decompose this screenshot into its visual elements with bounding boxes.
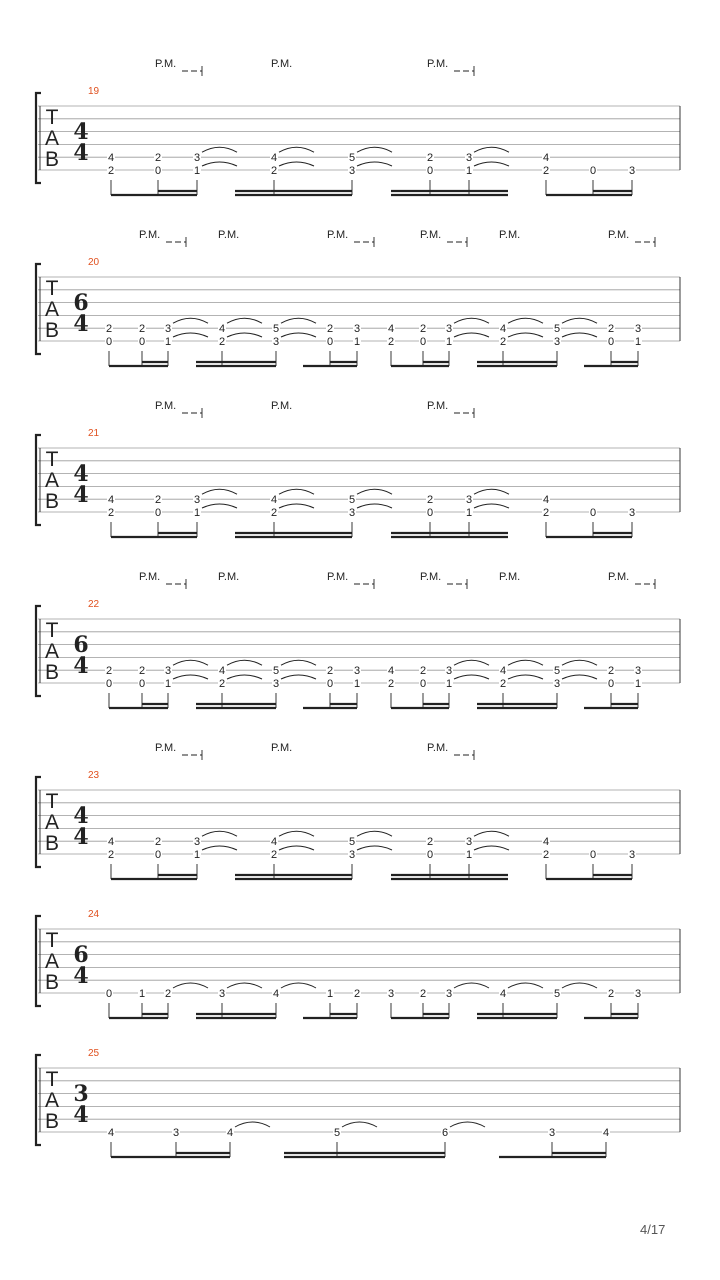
time-signature-bottom: 4 (73, 653, 89, 679)
palm-mute-label: P.M. (608, 229, 630, 241)
palm-mute-label: P.M. (427, 58, 449, 70)
tie-arc (562, 318, 597, 323)
fret-number: 2 (138, 665, 146, 678)
fret-number: 5 (272, 665, 280, 678)
time-signature-top: 4 (73, 119, 89, 145)
time-signature-top: 6 (73, 632, 89, 658)
fret-number: 3 (628, 165, 636, 177)
fret-number: 4 (107, 494, 115, 507)
fret-number: 0 (589, 507, 597, 519)
tab-clef-letter: B (44, 490, 60, 513)
palm-mute-label: P.M. (420, 229, 442, 241)
fret-number: 3 (628, 849, 636, 861)
tie-arc (454, 660, 489, 665)
time-signature-bottom: 4 (73, 824, 89, 850)
fret-number: 2 (270, 849, 278, 861)
tie-arc (342, 1122, 377, 1127)
fret-number: 1 (193, 849, 201, 861)
fret-number: 2 (107, 849, 115, 861)
palm-mute-label: P.M. (499, 229, 521, 241)
fret-number: 1 (193, 507, 201, 519)
fret-number: 5 (553, 988, 561, 1000)
fret-number: 3 (445, 323, 453, 336)
tab-clef-letter: A (44, 811, 60, 834)
fret-number: 2 (107, 165, 115, 177)
fret-number: 2 (542, 849, 550, 861)
fret-number: 5 (348, 494, 356, 507)
tab-clef-letter: A (44, 640, 60, 663)
fret-number: 3 (164, 665, 172, 678)
tab-clef-letter: T (45, 448, 59, 471)
fret-number: 1 (634, 678, 642, 690)
fret-number: 2 (542, 165, 550, 177)
time-signature-top: 4 (73, 461, 89, 487)
tie-arc (227, 333, 262, 337)
fret-number: 5 (553, 323, 561, 336)
palm-mute-label: P.M. (608, 571, 630, 583)
fret-number: 3 (193, 494, 201, 507)
tab-system-22 (36, 571, 680, 708)
tie-arc (173, 675, 208, 679)
tie-arc (227, 318, 262, 323)
fret-number: 0 (138, 336, 146, 348)
tie-arc (202, 846, 237, 850)
tie-arc (474, 846, 509, 850)
tie-arc (279, 831, 314, 836)
tie-arc (279, 147, 314, 152)
fret-number: 2 (154, 152, 162, 165)
palm-mute-label: P.M. (139, 571, 161, 583)
fret-number: 2 (542, 507, 550, 519)
palm-mute-label: P.M. (271, 742, 293, 754)
fret-number: 1 (353, 678, 361, 690)
fret-number: 1 (353, 336, 361, 348)
fret-number: 3 (353, 665, 361, 678)
fret-number: 3 (465, 152, 473, 165)
fret-number: 5 (272, 323, 280, 336)
tie-arc (281, 660, 316, 665)
tie-arc (508, 675, 543, 679)
tie-arc (357, 846, 392, 850)
tab-system-21 (36, 400, 680, 537)
fret-number: 2 (499, 336, 507, 348)
tie-arc (508, 333, 543, 337)
tie-arc (202, 489, 237, 494)
tie-arc (357, 162, 392, 166)
fret-number: 4 (499, 323, 507, 336)
time-signature-bottom: 4 (73, 482, 89, 508)
fret-number: 0 (138, 678, 146, 690)
fret-number: 4 (270, 152, 278, 165)
measure-number: 23 (88, 770, 100, 781)
measure-number: 25 (88, 1048, 100, 1059)
fret-number: 3 (348, 507, 356, 519)
palm-mute-label: P.M. (420, 571, 442, 583)
tab-clef-letter: B (44, 661, 60, 684)
fret-number: 2 (419, 988, 427, 1000)
fret-number: 2 (270, 165, 278, 177)
fret-number: 4 (218, 323, 226, 336)
fret-number: 0 (105, 988, 113, 1000)
fret-number: 3 (348, 849, 356, 861)
measure-number: 20 (88, 257, 100, 268)
tie-arc (202, 147, 237, 152)
fret-number: 1 (164, 336, 172, 348)
fret-number: 0 (105, 336, 113, 348)
fret-number: 0 (607, 336, 615, 348)
fret-number: 5 (348, 836, 356, 849)
tie-arc (202, 504, 237, 508)
tie-arc (562, 983, 597, 988)
fret-number: 1 (138, 988, 146, 1000)
fret-number: 2 (419, 665, 427, 678)
tab-clef-letter: A (44, 127, 60, 150)
tab-clef-letter: T (45, 106, 59, 129)
fret-number: 3 (218, 988, 226, 1000)
tie-arc (279, 489, 314, 494)
fret-number: 4 (542, 494, 550, 507)
tie-arc (474, 489, 509, 494)
tie-arc (279, 504, 314, 508)
fret-number: 3 (172, 1127, 180, 1139)
fret-number: 0 (589, 165, 597, 177)
tab-system-20 (36, 229, 680, 366)
palm-mute-label: P.M. (271, 400, 293, 412)
measure-number: 21 (88, 428, 100, 439)
tie-arc (474, 831, 509, 836)
tie-arc (454, 333, 489, 337)
fret-number: 4 (226, 1127, 234, 1139)
tie-arc (227, 660, 262, 665)
fret-number: 0 (426, 849, 434, 861)
fret-number: 3 (387, 988, 395, 1000)
tab-system-25 (36, 1048, 680, 1157)
fret-number: 2 (353, 988, 361, 1000)
time-signature-bottom: 4 (73, 140, 89, 166)
fret-number: 2 (387, 678, 395, 690)
tie-arc (227, 675, 262, 679)
palm-mute-label: P.M. (155, 742, 177, 754)
fret-number: 2 (154, 836, 162, 849)
tab-clef-letter: B (44, 319, 60, 342)
tab-clef-letter: A (44, 298, 60, 321)
fret-number: 2 (607, 988, 615, 1000)
fret-number: 6 (441, 1127, 449, 1139)
tab-clef-letter: B (44, 832, 60, 855)
tie-arc (357, 831, 392, 836)
palm-mute-label: P.M. (218, 229, 240, 241)
fret-number: 3 (272, 336, 280, 348)
fret-number: 0 (154, 507, 162, 519)
fret-number: 2 (326, 665, 334, 678)
fret-number: 0 (589, 849, 597, 861)
tab-system-23 (36, 742, 680, 879)
fret-number: 1 (164, 678, 172, 690)
tab-clef-letter: A (44, 469, 60, 492)
fret-number: 4 (542, 152, 550, 165)
tab-clef-letter: T (45, 277, 59, 300)
fret-number: 0 (419, 678, 427, 690)
fret-number: 3 (164, 323, 172, 336)
fret-number: 3 (193, 152, 201, 165)
tab-clef-letter: A (44, 1089, 60, 1112)
time-signature-bottom: 4 (73, 963, 89, 989)
fret-number: 4 (602, 1127, 610, 1139)
tie-arc (508, 318, 543, 323)
tab-system-19 (36, 58, 680, 195)
palm-mute-label: P.M. (327, 229, 349, 241)
tie-arc (173, 318, 208, 323)
tie-arc (279, 162, 314, 166)
fret-number: 3 (628, 507, 636, 519)
tie-arc (173, 983, 208, 988)
palm-mute-label: P.M. (499, 571, 521, 583)
tie-arc (454, 318, 489, 323)
fret-number: 3 (445, 665, 453, 678)
fret-number: 2 (270, 507, 278, 519)
palm-mute-label: P.M. (271, 58, 293, 70)
fret-number: 3 (465, 494, 473, 507)
tab-clef-letter: T (45, 929, 59, 952)
palm-mute-label: P.M. (155, 400, 177, 412)
fret-number: 0 (426, 507, 434, 519)
tie-arc (227, 983, 262, 988)
palm-mute-label: P.M. (139, 229, 161, 241)
tie-arc (357, 147, 392, 152)
page-number: 4/17 (640, 1222, 666, 1237)
tie-arc (281, 983, 316, 988)
measure-number: 22 (88, 599, 100, 610)
fret-number: 1 (445, 336, 453, 348)
fret-number: 1 (465, 165, 473, 177)
tie-arc (173, 660, 208, 665)
fret-number: 2 (154, 494, 162, 507)
fret-number: 4 (499, 988, 507, 1000)
tab-clef-letter: B (44, 148, 60, 171)
fret-number: 3 (353, 323, 361, 336)
fret-number: 2 (607, 323, 615, 336)
fret-number: 4 (387, 665, 395, 678)
tie-arc (281, 333, 316, 337)
fret-number: 2 (218, 336, 226, 348)
fret-number: 0 (154, 849, 162, 861)
time-signature-top: 4 (73, 803, 89, 829)
palm-mute-label: P.M. (427, 742, 449, 754)
fret-number: 2 (499, 678, 507, 690)
fret-number: 3 (348, 165, 356, 177)
tie-arc (235, 1122, 270, 1127)
fret-number: 4 (107, 1127, 115, 1139)
fret-number: 1 (465, 849, 473, 861)
measure-number: 19 (88, 86, 100, 97)
fret-number: 1 (193, 165, 201, 177)
time-signature-bottom: 4 (73, 311, 89, 337)
fret-number: 3 (634, 665, 642, 678)
fret-number: 4 (107, 836, 115, 849)
tab-clef-letter: T (45, 1068, 59, 1091)
fret-number: 5 (553, 665, 561, 678)
tie-arc (281, 318, 316, 323)
fret-number: 5 (348, 152, 356, 165)
fret-number: 1 (445, 678, 453, 690)
fret-number: 2 (387, 336, 395, 348)
tie-arc (562, 660, 597, 665)
tie-arc (508, 660, 543, 665)
fret-number: 1 (326, 988, 334, 1000)
tab-clef-letter: T (45, 619, 59, 642)
fret-number: 3 (553, 678, 561, 690)
fret-number: 3 (634, 323, 642, 336)
tie-arc (474, 147, 509, 152)
palm-mute-label: P.M. (218, 571, 240, 583)
fret-number: 2 (607, 665, 615, 678)
tab-clef-letter: B (44, 971, 60, 994)
fret-number: 4 (107, 152, 115, 165)
fret-number: 2 (419, 323, 427, 336)
fret-number: 2 (426, 152, 434, 165)
fret-number: 0 (426, 165, 434, 177)
tie-arc (357, 504, 392, 508)
tie-arc (474, 504, 509, 508)
fret-number: 4 (542, 836, 550, 849)
fret-number: 2 (326, 323, 334, 336)
fret-number: 4 (272, 988, 280, 1000)
fret-number: 0 (154, 165, 162, 177)
tie-arc (454, 983, 489, 988)
fret-number: 2 (138, 323, 146, 336)
time-signature-top: 6 (73, 942, 89, 968)
tab-clef-letter: A (44, 950, 60, 973)
fret-number: 3 (634, 988, 642, 1000)
fret-number: 2 (105, 665, 113, 678)
fret-number: 5 (333, 1127, 341, 1139)
time-signature-bottom: 4 (73, 1102, 89, 1128)
fret-number: 3 (465, 836, 473, 849)
fret-number: 4 (218, 665, 226, 678)
fret-number: 2 (164, 988, 172, 1000)
tie-arc (281, 675, 316, 679)
fret-number: 1 (465, 507, 473, 519)
palm-mute-label: P.M. (327, 571, 349, 583)
fret-number: 1 (634, 336, 642, 348)
fret-number: 2 (105, 323, 113, 336)
time-signature-top: 3 (73, 1081, 89, 1107)
tie-arc (508, 983, 543, 988)
fret-number: 3 (553, 336, 561, 348)
tab-clef-letter: B (44, 1110, 60, 1133)
tie-arc (173, 333, 208, 337)
fret-number: 4 (499, 665, 507, 678)
palm-mute-label: P.M. (427, 400, 449, 412)
tie-arc (357, 489, 392, 494)
fret-number: 2 (218, 678, 226, 690)
tie-arc (279, 846, 314, 850)
tie-arc (562, 333, 597, 337)
palm-mute-label: P.M. (155, 58, 177, 70)
tab-system-24 (36, 909, 680, 1018)
fret-number: 0 (105, 678, 113, 690)
fret-number: 3 (445, 988, 453, 1000)
fret-number: 4 (270, 494, 278, 507)
tie-arc (202, 831, 237, 836)
tie-arc (474, 162, 509, 166)
fret-number: 3 (272, 678, 280, 690)
fret-number: 0 (419, 336, 427, 348)
tie-arc (562, 675, 597, 679)
measure-number: 24 (88, 909, 100, 920)
fret-number: 0 (607, 678, 615, 690)
fret-number: 4 (270, 836, 278, 849)
fret-number: 0 (326, 678, 334, 690)
fret-number: 2 (426, 836, 434, 849)
tab-clef-letter: T (45, 790, 59, 813)
fret-number: 2 (107, 507, 115, 519)
tie-arc (454, 675, 489, 679)
time-signature-top: 6 (73, 290, 89, 316)
fret-number: 3 (193, 836, 201, 849)
fret-number: 0 (326, 336, 334, 348)
fret-number: 4 (387, 323, 395, 336)
tie-arc (450, 1122, 485, 1127)
fret-number: 2 (426, 494, 434, 507)
fret-number: 3 (548, 1127, 556, 1139)
tie-arc (202, 162, 237, 166)
